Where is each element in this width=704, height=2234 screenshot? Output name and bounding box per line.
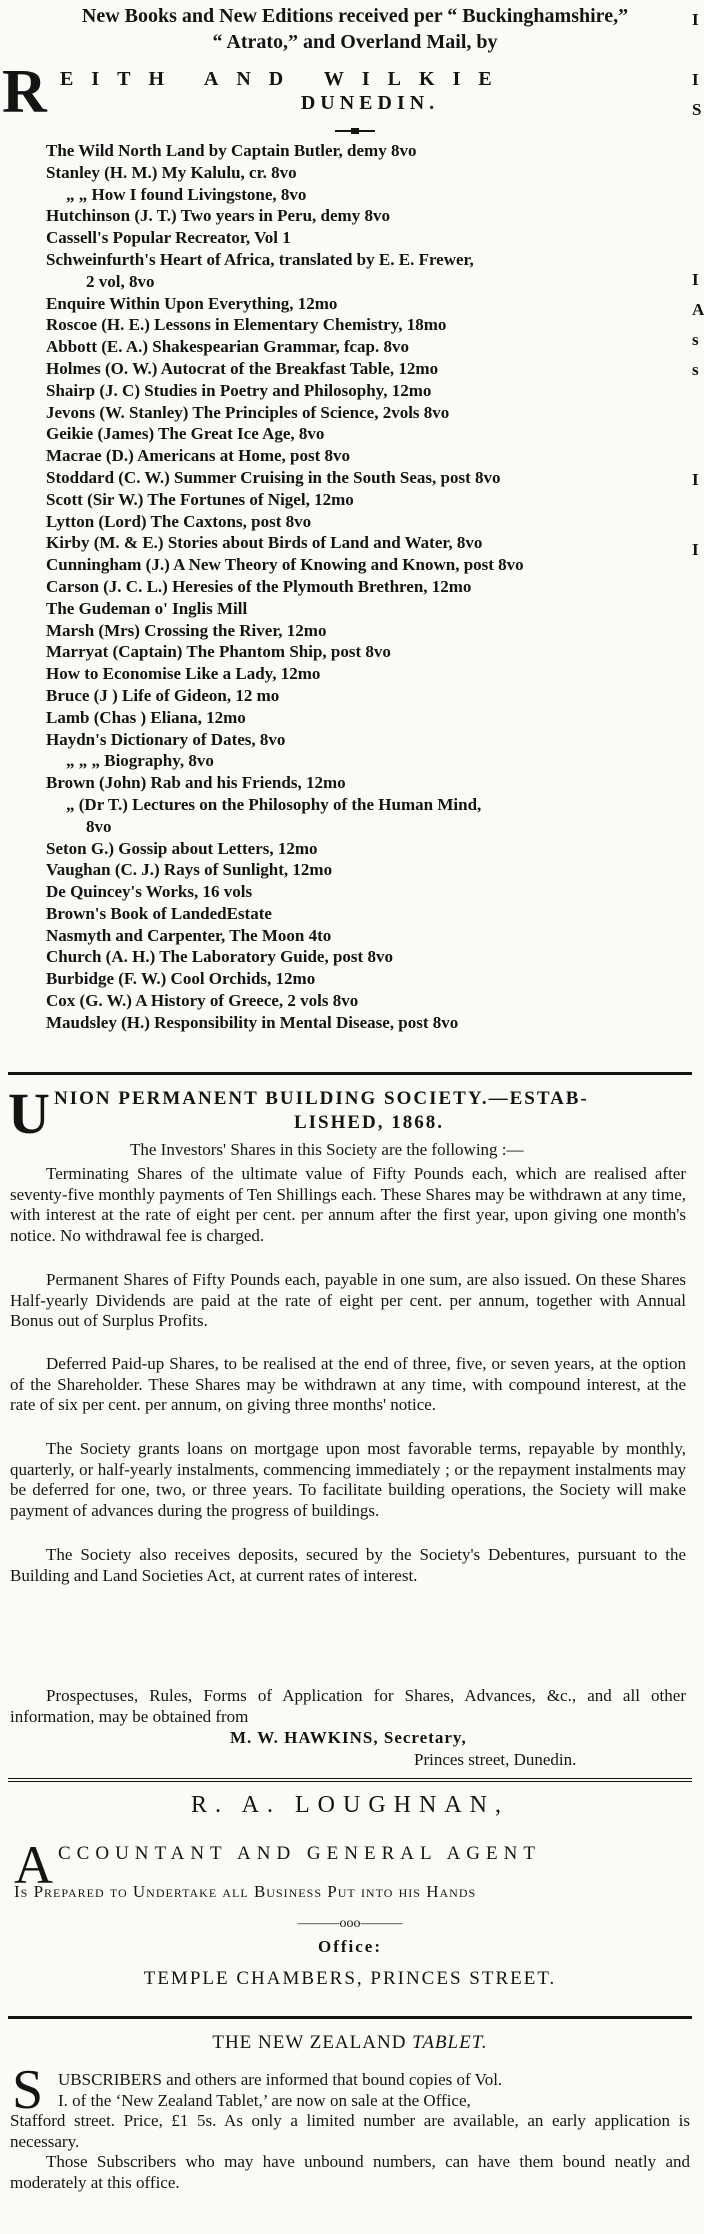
edge-fragment: I [692, 540, 699, 559]
union-paragraph-terminating: Terminating Shares of the ultimate value of Fifty Pounds each, which are realised after seventy-five monthly payments of Ten Shillings each. These Shares may be withdrawn at any time, with interest at the rate of eight per cent. per annum after the first year, upon giving one month's notice. No withdrawal fee is charged. [10, 1164, 686, 1245]
book-entry: 8vo [86, 816, 112, 836]
tablet-notice [10, 2070, 690, 2193]
secretary-signature: M. W. HAWKINS, Secretary, [230, 1728, 467, 1747]
book-entry: Scott (Sir W.) The Fortunes of Nigel, 12mo [46, 489, 354, 509]
book-entry: Jevons (W. Stanley) The Principles of Science, 2vols 8vo [46, 402, 450, 422]
book-entry: The Gudeman o' Inglis Mill [46, 598, 248, 618]
union-paragraph-deferred: Deferred Paid-up Shares, to be realised at the end of three, five, or seven years, at the option of the Shareholder. These Shares may be withdrawn at any time, with compound interest, at the rate of six per cent. per annum, on giving three months' notice. [10, 1354, 686, 1414]
book-entry: Bruce (J ) Life of Gideon, 12 mo [46, 685, 280, 705]
book-list [46, 140, 686, 1034]
firm-name: EITH AND WILKIE [60, 68, 510, 90]
book-entry: Carson (J. C. L.) Heresies of the Plymouth Brethren, 12mo [46, 576, 472, 596]
book-entry: Cox (G. W.) A History of Greece, 2 vols 8vo [46, 991, 359, 1011]
drop-cap-s: S [12, 2059, 44, 2121]
book-entry: Holmes (O. W.) Autocrat of the Breakfast Table, 12mo [46, 358, 439, 378]
book-entry: Brown's Book of LandedEstate [46, 903, 272, 923]
tablet-title-prefix: THE NEW ZEALAND [212, 2032, 407, 2053]
union-title-line-1: NION PERMANENT BUILDING SOCIETY.—ESTAB- [54, 1088, 589, 1109]
tablet-rest: Stafford street. Price, £1 5s. As only a limited number are available, an early application is necessary. [10, 2111, 690, 2151]
union-paragraph-permanent: Permanent Shares of Fifty Pounds each, payable in one sum, are also issued. On these Shares Half-yearly Dividends are paid at the rate of eight per cent. per annum, together with Annual Bonus out of Surplus Profits. [10, 1270, 686, 1330]
book-entry: The Wild North Land by Captain Butler, demy 8vo [46, 141, 417, 160]
union-title-line-2: LISHED, 1868. [293, 1112, 445, 1133]
book-entry: Hutchinson (J. T.) Two years in Peru, demy 8vo [46, 206, 390, 226]
book-entry: Lytton (Lord) The Caxtons, post 8vo [46, 511, 312, 531]
book-entry: Marryat (Captain) The Phantom Ship, post 8vo [46, 642, 391, 662]
section-rule [8, 1778, 692, 1784]
edge-fragment: S [692, 100, 702, 119]
edge-fragment: A [692, 300, 704, 319]
header-line-2: “ Atrato,” and Overland Mail, by [212, 31, 498, 53]
book-entry: Vaughan (C. J.) Rays of Sunlight, 12mo [46, 860, 333, 880]
book-entry: How to Economise Like a Lady, 12mo [46, 664, 321, 684]
book-entry: „ (Dr T.) Lectures on the Philosophy of the Human Mind, [66, 794, 482, 814]
book-entry: Lamb (Chas ) Eliana, 12mo [46, 707, 246, 727]
book-entry: Shairp (J. C) Studies in Poetry and Philosophy, 12mo [46, 380, 432, 400]
section-rule [8, 1072, 692, 1075]
tablet-line-1: UBSCRIBERS and others are informed that bound copies of Vol. [58, 2070, 503, 2089]
book-entry: Church (A. H.) The Laboratory Guide, post 8vo [46, 947, 393, 967]
book-entry: Maudsley (H.) Responsibility in Mental Disease, post 8vo [46, 1012, 459, 1032]
book-entry: Stoddard (C. W.) Summer Cruising in the South Seas, post 8vo [46, 467, 501, 487]
book-entry: Stanley (H. M.) My Kalulu, cr. 8vo [46, 162, 297, 182]
book-entry: Nasmyth and Carpenter, The Moon 4to [46, 925, 332, 945]
section-rule [8, 2016, 692, 2019]
secretary-address: Princes street, Dunedin. [414, 1750, 577, 1769]
book-entry: Seton G.) Gossip about Letters, 12mo [46, 838, 318, 858]
ooo-divider: ———ooo——— [297, 1916, 403, 1931]
book-entry: Cassell's Popular Recreator, Vol 1 [46, 228, 291, 248]
header-line-1: New Books and New Editions received per “ Buckinghamshire,” [81, 5, 629, 27]
tablet-title-italic: TABLET. [412, 2032, 488, 2053]
drop-cap-u: U [8, 1081, 50, 1146]
union-intro: The Investors' Shares in this Society are the following :— [130, 1140, 524, 1159]
book-entry: Kirby (M. & E.) Stories about Birds of Land and Water, 8vo [46, 533, 483, 553]
edge-fragment: I [692, 470, 699, 489]
tablet-line-2: I. of the ‘New Zealand Tablet,’ are now on sale at the Office, [58, 2090, 471, 2110]
book-entry: Haydn's Dictionary of Dates, 8vo [46, 729, 286, 749]
firm-city: DUNEDIN. [300, 92, 440, 114]
edge-fragment: I [692, 270, 699, 289]
adjacent-column-fragments [690, 0, 704, 2234]
book-entry: Burbidge (F. W.) Cool Orchids, 12mo [46, 969, 316, 989]
edge-fragment: s [692, 330, 699, 349]
book-entry: Roscoe (H. E.) Lessons in Elementary Chemistry, 18mo [46, 315, 447, 335]
loughnan-name: R. A. LOUGHNAN, [191, 1792, 509, 1818]
book-entry: „ „ „ Biography, 8vo [66, 751, 214, 771]
tablet-title [0, 2032, 700, 2054]
edge-fragment: I [692, 70, 699, 89]
office-label: Office: [317, 1937, 383, 1956]
union-paragraph-prospectus: Prospectuses, Rules, Forms of Application for Shares, Advances, &c., and all other information, may be obtained from [10, 1686, 686, 1726]
book-entry: De Quincey's Works, 16 vols [46, 882, 253, 902]
book-entry: Marsh (Mrs) Crossing the River, 12mo [46, 620, 327, 640]
loughnan-prepared: Is Prepared to Undertake all Business Put into his Hands [14, 1882, 477, 1901]
book-entry: Brown (John) Rab and his Friends, 12mo [46, 773, 346, 793]
ornament-divider [335, 128, 375, 133]
book-entry: Abbott (E. A.) Shakespearian Grammar, fcap. 8vo [46, 337, 409, 357]
tablet-paragraph-2: Those Subscribers who may have unbound numbers, can have them bound neatly and moderately at this office. [10, 2152, 690, 2192]
office-address: TEMPLE CHAMBERS, PRINCES STREET. [143, 1968, 557, 1989]
loughnan-role: CCOUNTANT AND GENERAL AGENT [58, 1843, 541, 1864]
drop-cap-a: A [14, 1835, 53, 1895]
book-entry: 2 vol, 8vo [86, 271, 155, 291]
edge-fragment: s [692, 360, 699, 379]
book-entry: Enquire Within Upon Everything, 12mo [46, 293, 338, 313]
drop-cap-r: R [2, 58, 47, 126]
book-entry: Schweinfurth's Heart of Africa, translated by E. E. Frewer, [46, 249, 474, 269]
union-paragraph-loans: The Society grants loans on mortgage upon most favorable terms, repayable by monthly, quarterly, or half-yearly instalments, commencing immediately ; or the repayment instalments may be deferred for one, two, or three years. To facilitate building operations, the Society will make payment of advances during the progress of buildings. [10, 1439, 686, 1520]
book-entry: Cunningham (J.) A New Theory of Knowing and Known, post 8vo [46, 555, 524, 575]
book-entry: Macrae (D.) Americans at Home, post 8vo [46, 446, 351, 466]
book-entry: Geikie (James) The Great Ice Age, 8vo [46, 424, 325, 444]
union-paragraph-deposits: The Society also receives deposits, secured by the Society's Debentures, pursuant to the Building and Land Societies Act, at current rates of interest. [10, 1545, 686, 1585]
book-entry: „ „ How I found Livingstone, 8vo [66, 184, 307, 204]
edge-fragment: I [692, 10, 699, 29]
